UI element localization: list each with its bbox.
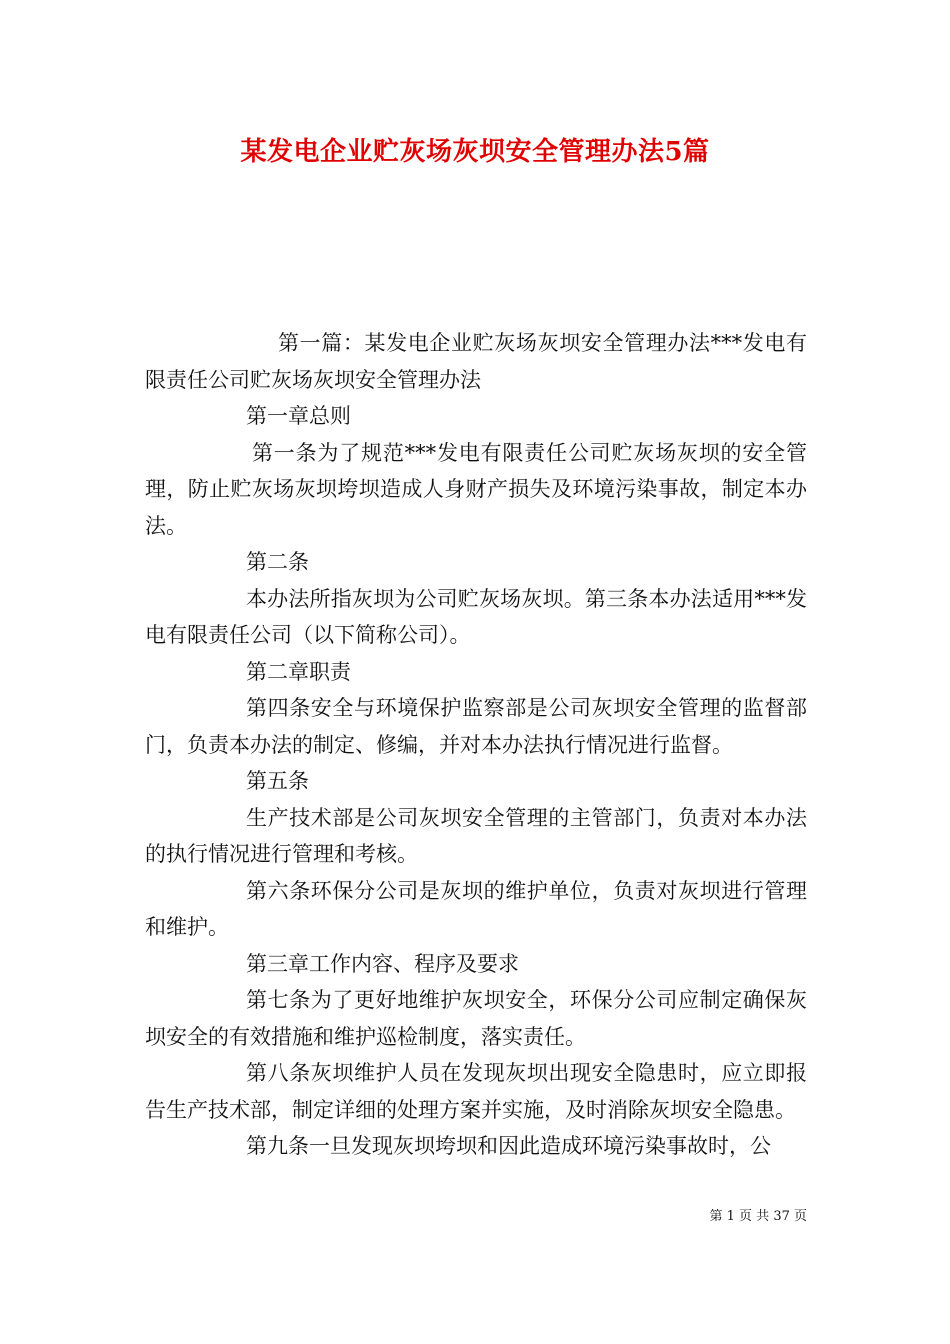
document-body [145,325,807,1165]
chapter-heading: 第三章工作内容、程序及要求 [246,951,519,976]
paragraph: 第九条一旦发现灰坝垮坝和因此造成环境污染事故时，公 [246,1134,771,1158]
chapter-heading: 第二章职责 [246,659,351,684]
chapter-heading: 第一章总则 [246,404,351,428]
page-number: 第 1 页 共 37 页 [709,1209,807,1224]
paragraph: 第二条 [246,550,309,574]
paragraph: 第八条灰坝维护人员在发现灰坝出现安全隐患时，应立即报告生产技术部，制定详细的处理方案并实施，及时消除灰坝安全隐患。 [145,1061,807,1122]
document-title: 某发电企业贮灰场灰坝安全管理办法5篇 [240,137,710,167]
paragraph: 第五条 [246,769,309,793]
paragraph: 第七条为了更好地维护灰坝安全，环保分公司应制定确保灰坝安全的有效措施和维护巡检制度，落实责任。 [145,988,807,1049]
paragraph: 第四条安全与环境保护监察部是公司灰坝安全管理的监督部门，负责本办法的制定、修编，并对本办法执行情况进行监督。 [145,696,807,757]
paragraph: 本办法所指灰坝为公司贮灰场灰坝。第三条本办法适用***发电有限责任公司（以下简称公司）。 [145,586,807,647]
paragraph: 第一条为了规范***发电有限责任公司贮灰场灰坝的安全管理，防止贮灰场灰坝垮坝造成人身财产损失及环境污染事故，制定本办法。 [145,440,807,538]
paragraph: 第一篇：某发电企业贮灰场灰坝安全管理办法***发电有限责任公司贮灰场灰坝安全管理办法 [145,331,807,392]
paragraph: 生产技术部是公司灰坝安全管理的主管部门，负责对本办法的执行情况进行管理和考核。 [145,805,807,866]
paragraph: 第六条环保分公司是灰坝的维护单位，负责对灰坝进行管理和维护。 [145,878,807,939]
